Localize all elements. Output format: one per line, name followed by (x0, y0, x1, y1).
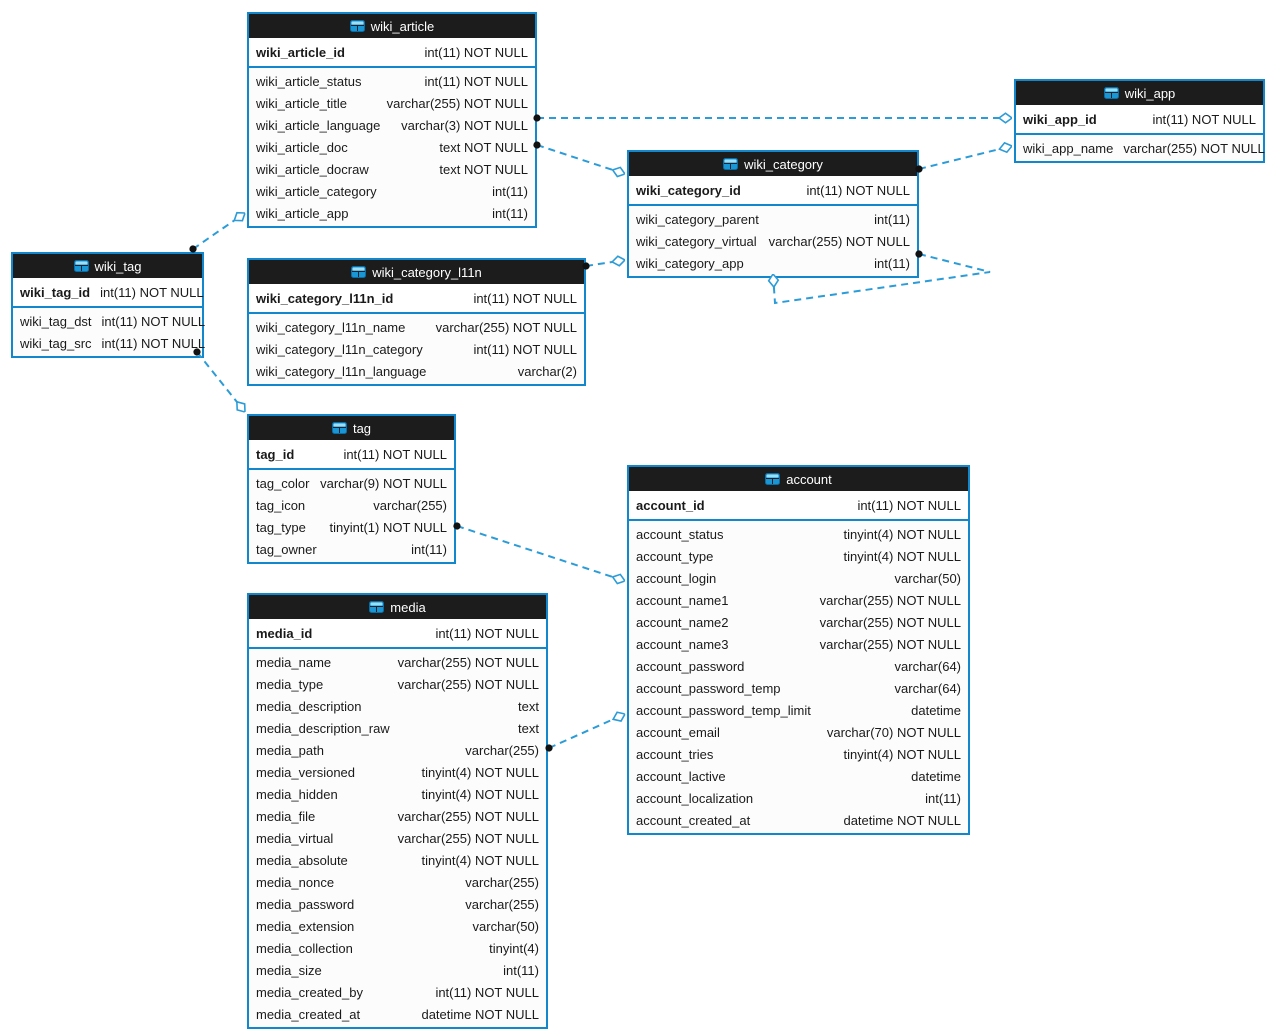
column-row[interactable] (13, 310, 206, 332)
column-type: varchar(64) (894, 680, 961, 696)
column-name: media_absolute (256, 852, 348, 868)
table-icon (369, 601, 384, 613)
column-row[interactable] (249, 849, 546, 871)
column-name: tag_icon (256, 497, 306, 513)
column-name: tag_type (256, 519, 306, 535)
table-tag[interactable] (247, 414, 456, 564)
column-type: int(11) (492, 205, 528, 221)
column-name: media_nonce (256, 874, 335, 890)
column-type: int(11) NOT NULL (857, 498, 961, 513)
column-row[interactable] (629, 721, 968, 743)
column-row[interactable] (249, 827, 546, 849)
column-row[interactable] (249, 959, 546, 981)
column-type: datetime NOT NULL (843, 812, 961, 828)
table-columns (249, 314, 584, 384)
column-row[interactable] (1016, 137, 1263, 159)
column-type: datetime (911, 768, 961, 784)
column-type: int(11) NOT NULL (473, 341, 577, 357)
column-row[interactable] (629, 809, 968, 831)
column-row[interactable] (629, 611, 968, 633)
column-type: tinyint(4) NOT NULL (421, 786, 539, 802)
column-name: media_created_at (256, 1006, 361, 1022)
column-name: account_status (636, 526, 724, 542)
column-name: tag_owner (256, 541, 317, 557)
column-row[interactable] (629, 743, 968, 765)
table-icon (765, 473, 780, 485)
column-type: int(11) NOT NULL (100, 285, 204, 300)
column-type: text (518, 698, 539, 714)
column-row[interactable] (249, 494, 454, 516)
table-account[interactable] (627, 465, 970, 835)
column-name: account_email (636, 724, 720, 740)
column-row[interactable] (249, 937, 546, 959)
column-type: varchar(255) NOT NULL (819, 614, 961, 630)
relationship-wiki_article-wiki_category[interactable] (537, 145, 625, 174)
column-name: wiki_category_virtual (636, 233, 757, 249)
column-type: tinyint(4) NOT NULL (421, 852, 539, 868)
column-name: media_virtual (256, 830, 334, 846)
column-type: text NOT NULL (439, 139, 528, 155)
column-row[interactable] (249, 783, 546, 805)
column-row[interactable] (629, 252, 917, 274)
column-type: varchar(255) (465, 896, 539, 912)
primary-key-row[interactable] (249, 441, 454, 470)
column-type: int(11) NOT NULL (435, 626, 539, 641)
column-type: int(11) NOT NULL (435, 984, 539, 1000)
column-type: varchar(255) NOT NULL (435, 319, 577, 335)
table-columns (629, 521, 968, 833)
column-row[interactable] (629, 208, 917, 230)
relationship-media-account[interactable] (549, 714, 625, 748)
column-type: tinyint(4) NOT NULL (843, 746, 961, 762)
table-columns (13, 308, 206, 356)
table-icon (350, 20, 365, 32)
table-icon (74, 260, 89, 272)
column-name: account_name3 (636, 636, 729, 652)
column-name: wiki_category_l11n_id (256, 291, 394, 306)
column-row[interactable] (629, 787, 968, 809)
column-type: varchar(50) (894, 570, 961, 586)
table-header[interactable] (629, 152, 917, 177)
column-row[interactable] (249, 739, 546, 761)
column-type: varchar(2) (517, 363, 577, 379)
column-type: tinyint(1) NOT NULL (329, 519, 447, 535)
column-type: tinyint(4) (489, 940, 539, 956)
column-name: account_tries (636, 746, 714, 762)
relationship-wiki_tag-wiki_article[interactable] (193, 213, 245, 249)
column-name: wiki_article_id (256, 45, 345, 60)
table-header[interactable] (249, 260, 584, 285)
column-name: wiki_tag_src (20, 335, 92, 351)
column-row[interactable] (249, 1003, 546, 1025)
column-name: wiki_article_status (256, 73, 362, 89)
column-type: varchar(3) NOT NULL (401, 117, 528, 133)
column-type: varchar(255) NOT NULL (819, 592, 961, 608)
column-row[interactable] (249, 981, 546, 1003)
table-header[interactable] (249, 595, 546, 620)
column-type: datetime NOT NULL (421, 1006, 539, 1022)
column-name: wiki_tag_id (20, 285, 91, 300)
table-wiki_article[interactable] (247, 12, 537, 228)
column-row[interactable] (249, 871, 546, 893)
table-title: tag (352, 420, 372, 436)
column-row[interactable] (249, 70, 535, 92)
primary-key-row[interactable] (249, 620, 546, 649)
column-type: varchar(255) (465, 874, 539, 890)
column-type: int(11) (874, 211, 910, 227)
column-row[interactable] (249, 114, 535, 136)
column-name: media_description (256, 698, 362, 714)
table-columns (249, 649, 546, 1027)
relationship-tag-account[interactable] (457, 526, 625, 581)
column-name: account_password_temp_limit (636, 702, 811, 718)
table-media[interactable] (247, 593, 548, 1029)
column-name: account_localization (636, 790, 754, 806)
table-header[interactable] (1016, 81, 1263, 106)
column-row[interactable] (629, 677, 968, 699)
column-name: account_login (636, 570, 717, 586)
relationship-wiki_category_l11n-wiki_category[interactable] (586, 260, 625, 266)
column-row[interactable] (249, 761, 546, 783)
column-name: wiki_article_docraw (256, 161, 369, 177)
column-row[interactable] (249, 180, 535, 202)
column-name: account_id (636, 498, 705, 513)
column-type: varchar(64) (894, 658, 961, 674)
relationship-wiki_category-wiki_app[interactable] (919, 146, 1012, 169)
column-row[interactable] (629, 523, 968, 545)
column-row[interactable] (629, 699, 968, 721)
column-type: int(11) (874, 255, 910, 271)
column-row[interactable] (249, 472, 454, 494)
table-title: wiki_category_l11n (372, 264, 482, 280)
column-type: tinyint(4) NOT NULL (843, 526, 961, 542)
column-name: account_name1 (636, 592, 729, 608)
column-name: account_name2 (636, 614, 729, 630)
table-title: wiki_category (744, 156, 823, 172)
column-name: media_name (256, 654, 332, 670)
column-row[interactable] (249, 158, 535, 180)
column-row[interactable] (249, 136, 535, 158)
primary-key-row[interactable] (629, 177, 917, 206)
column-name: wiki_category_id (636, 183, 741, 198)
table-columns (1016, 135, 1263, 161)
table-title: account (786, 471, 832, 487)
column-row[interactable] (249, 915, 546, 937)
column-row[interactable] (249, 805, 546, 827)
relationship-wiki_tag-tag[interactable] (197, 352, 245, 412)
column-type: int(11) NOT NULL (1152, 112, 1256, 127)
column-name: wiki_category_parent (636, 211, 759, 227)
primary-key-row[interactable] (249, 285, 584, 314)
column-name: media_hidden (256, 786, 338, 802)
column-name: wiki_tag_dst (20, 313, 92, 329)
column-name: wiki_category_l11n_category (256, 341, 423, 357)
column-name: media_versioned (256, 764, 356, 780)
column-name: media_type (256, 676, 324, 692)
column-type: varchar(255) NOT NULL (397, 676, 539, 692)
column-name: account_lactive (636, 768, 726, 784)
column-row[interactable] (249, 695, 546, 717)
table-wiki_category[interactable] (627, 150, 919, 278)
column-name: media_path (256, 742, 324, 758)
column-name: wiki_category_l11n_name (256, 319, 406, 335)
primary-key-row[interactable] (249, 39, 535, 68)
table-title: wiki_app (1124, 85, 1176, 101)
column-type: varchar(255) NOT NULL (397, 830, 539, 846)
column-name: media_extension (256, 918, 355, 934)
column-row[interactable] (629, 633, 968, 655)
column-name: media_password (256, 896, 355, 912)
column-row[interactable] (249, 360, 584, 382)
column-type: int(11) NOT NULL (473, 291, 577, 306)
column-row[interactable] (249, 92, 535, 114)
table-icon (1104, 87, 1119, 99)
column-name: media_collection (256, 940, 353, 956)
table-title: wiki_article (370, 18, 435, 34)
column-name: tag_color (256, 475, 310, 491)
primary-key-row[interactable] (13, 279, 202, 308)
column-type: varchar(70) NOT NULL (826, 724, 961, 740)
column-name: wiki_app_id (1023, 112, 1097, 127)
column-row[interactable] (629, 545, 968, 567)
column-name: account_type (636, 548, 714, 564)
table-wiki_tag[interactable] (11, 252, 204, 358)
column-row[interactable] (13, 332, 206, 354)
column-type: int(11) NOT NULL (343, 447, 447, 462)
column-row[interactable] (249, 538, 454, 560)
column-type: varchar(255) NOT NULL (819, 636, 961, 652)
column-type: int(11) (503, 962, 539, 978)
table-columns (249, 470, 454, 562)
primary-key-row[interactable] (1016, 106, 1263, 135)
column-name: wiki_article_doc (256, 139, 348, 155)
column-name: media_file (256, 808, 316, 824)
column-type: int(11) (411, 541, 447, 557)
column-type: text (518, 720, 539, 736)
table-title: wiki_tag (94, 258, 142, 274)
table-wiki_app[interactable] (1014, 79, 1265, 163)
table-icon (723, 158, 738, 170)
column-name: media_id (256, 626, 313, 641)
column-row[interactable] (249, 651, 546, 673)
column-type: varchar(50) (472, 918, 539, 934)
table-wiki_category_l11n[interactable] (247, 258, 586, 386)
column-name: wiki_category_app (636, 255, 744, 271)
column-name: account_password (636, 658, 745, 674)
column-name: account_password_temp (636, 680, 781, 696)
column-type: datetime (911, 702, 961, 718)
column-name: wiki_article_title (256, 95, 348, 111)
column-type: int(11) (925, 790, 961, 806)
column-type: int(11) NOT NULL (101, 335, 206, 351)
column-type: varchar(255) (373, 497, 447, 513)
column-type: tinyint(4) NOT NULL (843, 548, 961, 564)
table-columns (249, 68, 535, 226)
table-title: media (390, 599, 426, 615)
column-row[interactable] (249, 202, 535, 224)
column-type: int(11) NOT NULL (101, 313, 206, 329)
column-name: wiki_category_l11n_language (256, 363, 427, 379)
column-type: int(11) NOT NULL (806, 183, 910, 198)
column-name: wiki_article_language (256, 117, 381, 133)
column-type: int(11) NOT NULL (424, 73, 528, 89)
column-type: varchar(255) NOT NULL (386, 95, 528, 111)
column-row[interactable] (629, 765, 968, 787)
column-row[interactable] (249, 893, 546, 915)
column-type: int(11) NOT NULL (424, 45, 528, 60)
column-type: varchar(9) NOT NULL (320, 475, 447, 491)
table-icon (332, 422, 347, 434)
primary-key-row[interactable] (629, 492, 968, 521)
column-row[interactable] (629, 655, 968, 677)
column-type: varchar(255) NOT NULL (397, 808, 539, 824)
column-row[interactable] (249, 316, 584, 338)
column-type: varchar(255) NOT NULL (397, 654, 539, 670)
column-name: wiki_app_name (1023, 140, 1114, 156)
column-type: varchar(255) NOT NULL (768, 233, 910, 249)
table-columns (629, 206, 917, 276)
column-row[interactable] (249, 516, 454, 538)
column-name: media_description_raw (256, 720, 390, 736)
column-type: tinyint(4) NOT NULL (421, 764, 539, 780)
column-name: account_created_at (636, 812, 751, 828)
column-name: tag_id (256, 447, 295, 462)
table-header[interactable] (249, 14, 535, 39)
column-row[interactable] (629, 589, 968, 611)
column-type: int(11) (492, 183, 528, 199)
column-type: text NOT NULL (439, 161, 528, 177)
column-type: varchar(255) (465, 742, 539, 758)
column-type: varchar(255) NOT NULL (1123, 140, 1265, 156)
table-header[interactable] (249, 416, 454, 441)
column-row[interactable] (249, 717, 546, 739)
column-name: media_size (256, 962, 322, 978)
column-row[interactable] (249, 338, 584, 360)
column-row[interactable] (629, 230, 917, 252)
column-name: wiki_article_category (256, 183, 377, 199)
column-row[interactable] (249, 673, 546, 695)
table-header[interactable] (629, 467, 968, 492)
column-name: media_created_by (256, 984, 363, 1000)
column-row[interactable] (629, 567, 968, 589)
table-icon (351, 266, 366, 278)
column-name: wiki_article_app (256, 205, 349, 221)
table-header[interactable] (13, 254, 202, 279)
